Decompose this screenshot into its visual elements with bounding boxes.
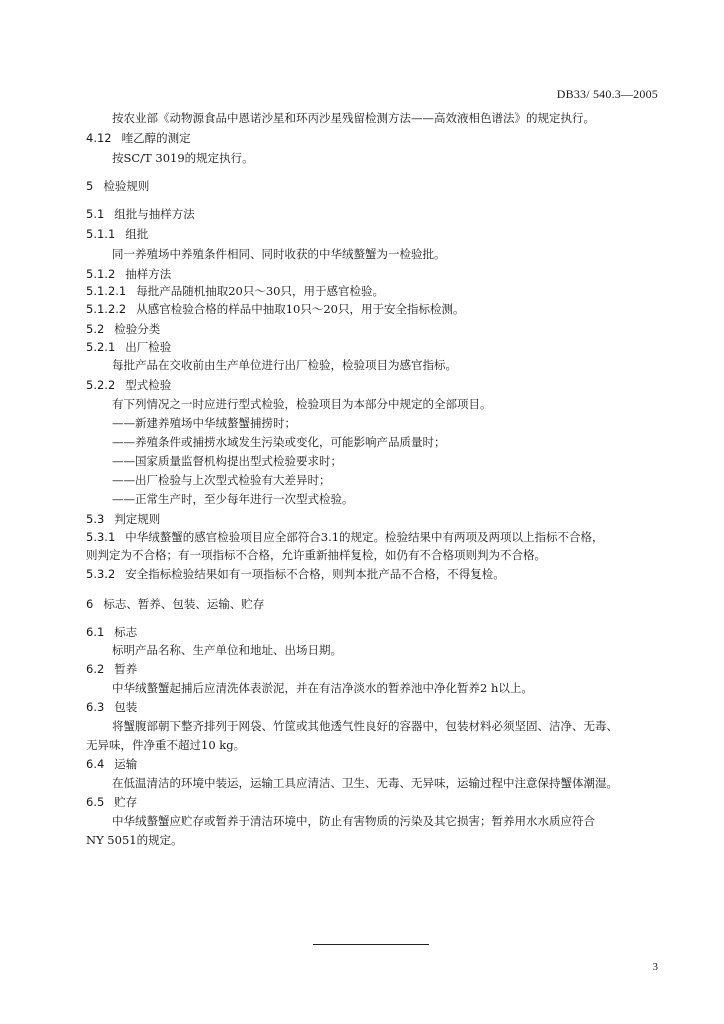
text-line: 按SC/T 3019的规定执行。: [112, 151, 254, 165]
text-line: 按农业部《动物源食品中恩诺沙星和环丙沙星残留检测方法——高效液相色谱法》的规定执行。: [112, 111, 595, 125]
section-heading-5-1-1: 5.1.1 组批: [86, 227, 149, 241]
list-item: ——正常生产时，至少每年进行一次型式检验。: [112, 492, 354, 506]
standard-code-header: DB33/ 540.3—2005: [556, 87, 658, 101]
chapter-heading-5: 5 检验规则: [86, 179, 150, 193]
text-line: 中华绒螯蟹应贮存或暂养于清洁环境中，防止有害物质的污染及其它损害；暂养用水水质应符合: [112, 814, 595, 828]
list-item: ——国家质量监督机构提出型式检验要求时；: [112, 454, 342, 468]
text-line: 将蟹腹部朝下整齐排列于网袋、竹筐或其他透气性良好的容器中，包装材料必须坚固、洁净、无毒、: [112, 719, 618, 733]
text-line: 在低温清洁的环境中装运，运输工具应清洁、卫生、无毒、无异味，运输过程中注意保持蟹体潮湿。: [112, 776, 618, 790]
chapter-heading-6: 6 标志、暂养、包装、运输、贮存: [86, 597, 265, 611]
section-heading-4-12: 4.12 喹乙醇的测定: [86, 131, 191, 145]
clause-5-3-2: 5.3.2 安全指标检验结果如有一项指标不合格，则判本批产品不合格，不得复检。: [86, 567, 505, 581]
section-heading-6-5: 6.5 贮存: [86, 795, 138, 809]
text-line: 有下列情况之一时应进行型式检验，检验项目为本部分中规定的全部项目。: [112, 397, 492, 411]
end-rule: [313, 944, 429, 945]
section-heading-5-2: 5.2 检验分类: [86, 322, 161, 336]
section-heading-5-3: 5.3 判定规则: [86, 512, 161, 526]
text-line: NY 5051的规定。: [86, 833, 183, 847]
text-line: 无异味，件净重不超过10 kg。: [86, 738, 246, 752]
clause-5-3-1: 5.3.1 中华绒螯蟹的感官检验项目应全部符合3.1的规定。检验结果中有两项及两项以上指标不合格，: [86, 530, 604, 544]
section-heading-5-1-2: 5.1.2 抽样方法: [86, 267, 172, 281]
page-number: 3: [652, 961, 658, 973]
section-heading-5-2-2: 5.2.2 型式检验: [86, 378, 172, 392]
text-line: 标明产品名称、生产单位和地址、出场日期。: [112, 643, 342, 657]
clause-5-1-2-1: 5.1.2.1 每批产品随机抽取20只～30只，用于感官检验。: [86, 284, 384, 298]
list-item: ——出厂检验与上次型式检验有大差异时；: [112, 473, 331, 487]
text-line: 中华绒螯蟹起捕后应清洗体表淤泥，并在有洁净淡水的暂养池中净化暂养2 h以上。: [112, 681, 533, 695]
clause-5-1-2-2: 5.1.2.2 从感官检验合格的样品中抽取10只～20只，用于安全指标检测。: [86, 302, 465, 316]
text-line: 每批产品在交收前由生产单位进行出厂检验，检验项目为感官指标。: [112, 358, 457, 372]
text-line: 则判定为不合格；有一项指标不合格，允许重新抽样复检，如仍有不合格项则判为不合格。: [86, 548, 546, 562]
text-line: 同一养殖场中养殖条件相同、同时收获的中华绒螯蟹为一检验批。: [112, 247, 446, 261]
section-heading-5-1: 5.1 组批与抽样方法: [86, 207, 195, 221]
section-heading-6-2: 6.2 暂养: [86, 662, 138, 676]
list-item: ——新建养殖场中华绒螯蟹捕捞时；: [112, 416, 296, 430]
list-item: ——养殖条件或捕捞水域发生污染或变化，可能影响产品质量时；: [112, 435, 446, 449]
section-heading-6-3: 6.3 包装: [86, 700, 138, 714]
section-heading-6-4: 6.4 运输: [86, 757, 138, 771]
section-heading-5-2-1: 5.2.1 出厂检验: [86, 340, 172, 354]
section-heading-6-1: 6.1 标志: [86, 625, 138, 639]
